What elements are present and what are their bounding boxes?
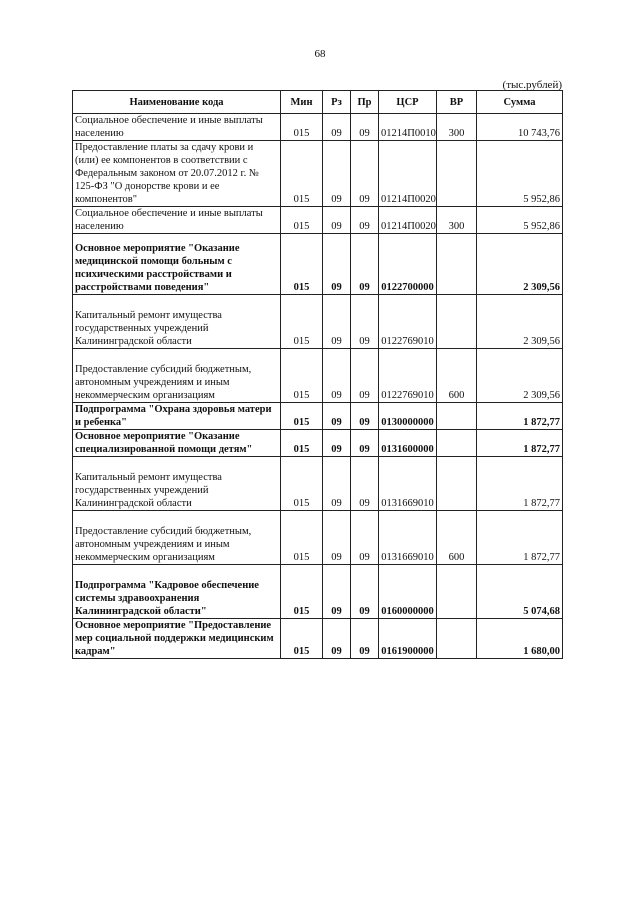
row-pr: 09 [351,619,379,659]
table-row [73,349,563,403]
row-rz: 09 [323,511,351,565]
row-vr [437,141,477,207]
header-csr: ЦСР [379,91,437,114]
row-name: Капитальный ремонт имущества государственных учреждений Калининградской области [73,295,281,349]
row-name: Подпрограмма "Кадровое обеспечение системы здравоохранения Калининградской области" [73,565,281,619]
row-sum: 10 743,76 [477,114,563,141]
header-name: Наименование кода [73,91,281,114]
header-min: Мин [281,91,323,114]
table-row [73,141,563,207]
row-vr [437,234,477,295]
table-row [73,114,563,141]
row-name: Подпрограмма "Охрана здоровья матери и ребенка" [73,403,281,430]
row-vr [437,403,477,430]
row-min: 015 [281,207,323,234]
row-name: Предоставление субсидий бюджетным, автономным учреждениям и иным некоммерческим организациям [73,511,281,565]
table-row [73,619,563,659]
header-rz: Рз [323,91,351,114]
row-pr: 09 [351,403,379,430]
row-sum: 1 680,00 [477,619,563,659]
row-rz: 09 [323,295,351,349]
row-sum: 5 952,86 [477,141,563,207]
row-min: 015 [281,295,323,349]
row-rz: 09 [323,234,351,295]
budget-table [72,90,563,659]
row-vr [437,295,477,349]
row-min: 015 [281,619,323,659]
row-pr: 09 [351,207,379,234]
row-rz: 09 [323,349,351,403]
row-name: Предоставление субсидий бюджетным, автономным учреждениям и иным некоммерческим организациям [73,349,281,403]
row-csr: 01214П0010 [379,114,437,141]
row-name: Капитальный ремонт имущества государственных учреждений Калининградской области [73,457,281,511]
row-min: 015 [281,141,323,207]
row-rz: 09 [323,403,351,430]
row-name: Социальное обеспечение и иные выплаты населению [73,114,281,141]
row-pr: 09 [351,565,379,619]
row-sum: 2 309,56 [477,234,563,295]
row-vr: 600 [437,511,477,565]
row-csr: 0131600000 [379,430,437,457]
table-row [73,430,563,457]
row-sum: 1 872,77 [477,511,563,565]
row-csr: 01214П0020 [379,141,437,207]
table-row [73,295,563,349]
row-sum: 5 952,86 [477,207,563,234]
row-pr: 09 [351,234,379,295]
units-label: (тыс.рублей) [502,79,562,91]
row-csr: 0131669010 [379,511,437,565]
table-row [73,207,563,234]
row-sum: 1 872,77 [477,430,563,457]
row-pr: 09 [351,295,379,349]
row-vr [437,430,477,457]
row-min: 015 [281,457,323,511]
row-rz: 09 [323,114,351,141]
row-name: Основное мероприятие "Оказание медицинской помощи больным с психическими расстройствами и расстройствами поведения" [73,234,281,295]
table-row [73,234,563,295]
row-csr: 0160000000 [379,565,437,619]
row-rz: 09 [323,430,351,457]
row-vr [437,457,477,511]
row-csr: 0122769010 [379,349,437,403]
row-csr: 0122700000 [379,234,437,295]
row-rz: 09 [323,207,351,234]
row-rz: 09 [323,457,351,511]
row-name: Предоставление платы за сдачу крови и (или) ее компонентов в соответствии с Федеральным законом от 20.07.2012 г. № 125-ФЗ "О донорстве крови и ее компонентов" [73,141,281,207]
row-vr: 300 [437,207,477,234]
row-csr: 0122769010 [379,295,437,349]
row-sum: 1 872,77 [477,457,563,511]
table-row [73,457,563,511]
row-pr: 09 [351,511,379,565]
row-pr: 09 [351,349,379,403]
row-name: Социальное обеспечение и иные выплаты населению [73,207,281,234]
row-sum: 1 872,77 [477,403,563,430]
table-row [73,565,563,619]
row-rz: 09 [323,619,351,659]
row-pr: 09 [351,114,379,141]
row-name: Основное мероприятие "Оказание специализированной помощи детям" [73,430,281,457]
row-rz: 09 [323,141,351,207]
row-pr: 09 [351,457,379,511]
row-vr: 600 [437,349,477,403]
row-min: 015 [281,234,323,295]
row-csr: 0161900000 [379,619,437,659]
header-sum: Сумма [477,91,563,114]
row-min: 015 [281,511,323,565]
row-name: Основное мероприятие "Предоставление мер социальной поддержки медицинским кадрам" [73,619,281,659]
header-pr: Пр [351,91,379,114]
header-vr: ВР [437,91,477,114]
row-vr [437,619,477,659]
row-min: 015 [281,403,323,430]
row-min: 015 [281,114,323,141]
row-sum: 5 074,68 [477,565,563,619]
row-min: 015 [281,565,323,619]
row-sum: 2 309,56 [477,295,563,349]
row-min: 015 [281,349,323,403]
row-csr: 01214П0020 [379,207,437,234]
row-min: 015 [281,430,323,457]
row-pr: 09 [351,430,379,457]
header-row [73,91,563,114]
table-row [73,403,563,430]
row-csr: 0131669010 [379,457,437,511]
row-vr [437,565,477,619]
page-number: 68 [314,48,326,60]
row-pr: 09 [351,141,379,207]
table-row [73,511,563,565]
row-vr: 300 [437,114,477,141]
row-sum: 2 309,56 [477,349,563,403]
row-rz: 09 [323,565,351,619]
row-csr: 0130000000 [379,403,437,430]
